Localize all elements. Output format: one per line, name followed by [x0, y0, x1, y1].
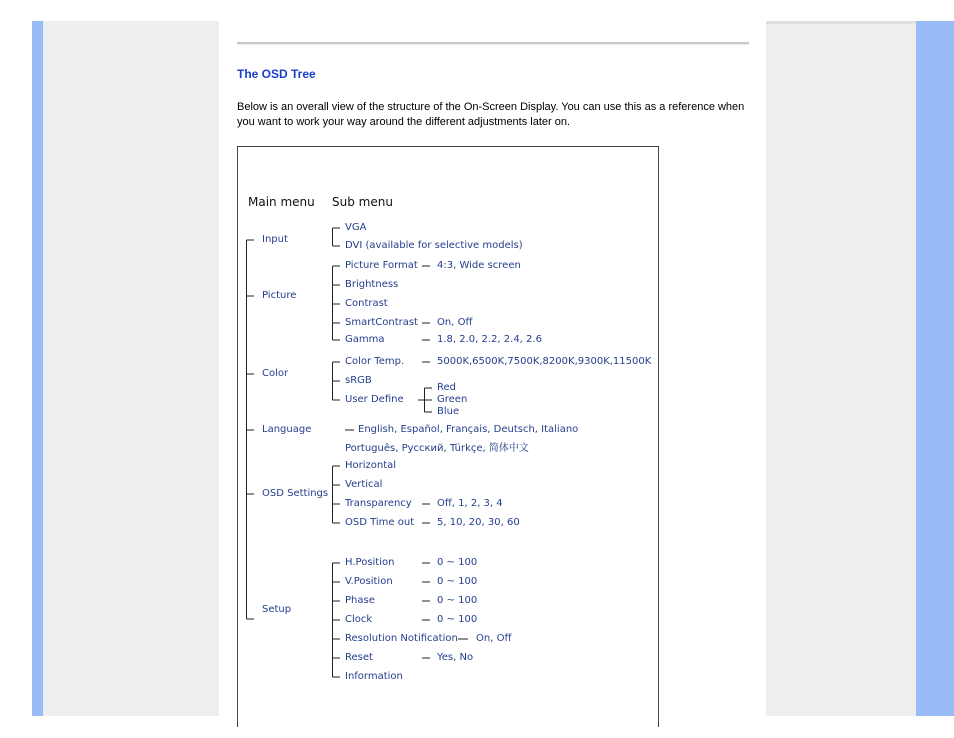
user-define-green: Green [437, 394, 468, 405]
menu-setup: Setup [262, 604, 292, 615]
left-accent-bar [32, 21, 43, 716]
h-position-range: 0 ~ 100 [437, 557, 478, 568]
smartcontrast-options: On, Off [437, 317, 473, 328]
submenu-horizontal: Horizontal [345, 460, 397, 471]
submenu-resolution-notification: Resolution Notification [345, 633, 458, 644]
user-define-blue: Blue [437, 406, 460, 417]
submenu-contrast: Contrast [345, 298, 388, 309]
menu-color: Color [262, 368, 289, 379]
left-margin [43, 21, 219, 716]
submenu-phase: Phase [345, 595, 375, 606]
submenu-vertical: Vertical [345, 479, 383, 490]
submenu-dvi: DVI (available for selective models) [345, 240, 523, 251]
user-define-red: Red [437, 382, 456, 393]
submenu-gamma: Gamma [345, 334, 385, 345]
submenu-vga: VGA [345, 222, 367, 233]
osd-time-out-options: 5, 10, 20, 30, 60 [437, 517, 520, 528]
main-menu-header: Main menu [248, 195, 315, 209]
submenu-h-position: H.Position [345, 557, 395, 568]
page-title: The OSD Tree [237, 67, 316, 81]
reset-options: Yes, No [437, 652, 474, 663]
menu-language: Language [262, 424, 312, 435]
right-margin [766, 21, 916, 716]
submenu-user-define: User Define [345, 394, 404, 405]
submenu-color-temp: Color Temp. [345, 356, 405, 367]
right-margin-top-edge [766, 21, 916, 24]
submenu-reset: Reset [345, 652, 373, 663]
menu-picture: Picture [262, 290, 297, 301]
submenu-v-position: V.Position [345, 576, 393, 587]
submenu-clock: Clock [345, 614, 373, 625]
submenu-brightness: Brightness [345, 279, 399, 290]
menu-osd-settings: OSD Settings [262, 488, 329, 499]
page-description: Below is an overall view of the structure of the On-Screen Display. You can use this as a reference when you want to work your way around the different adjustments later on. [237, 101, 745, 128]
submenu-transparency: Transparency [345, 498, 412, 509]
osd-tree-diagram [237, 146, 659, 727]
gamma-options: 1.8, 2.0, 2.2, 2.4, 2.6 [437, 334, 542, 345]
resolution-notification-options: On, Off [476, 633, 512, 644]
sub-menu-header: Sub menu [332, 195, 393, 209]
right-accent-bar [916, 21, 954, 716]
v-position-range: 0 ~ 100 [437, 576, 478, 587]
clock-range: 0 ~ 100 [437, 614, 478, 625]
submenu-picture-format: Picture Format [345, 260, 418, 271]
color-temp-options: 5000K,6500K,7500K,8200K,9300K,11500K [437, 356, 652, 367]
language-options-line1: English, Español, Français, Deutsch, Italiano [358, 424, 579, 435]
section-divider-shadow [237, 44, 749, 45]
submenu-information: Information [345, 671, 403, 682]
submenu-osd-time-out: OSD Time out [345, 517, 415, 528]
language-options-line2: Português, Русский, Türkçe, 简体中文 [345, 443, 529, 454]
submenu-smartcontrast: SmartContrast [345, 317, 418, 328]
transparency-options: Off, 1, 2, 3, 4 [437, 498, 503, 509]
menu-input: Input [262, 234, 288, 245]
picture-format-options: 4:3, Wide screen [437, 260, 521, 271]
submenu-srgb: sRGB [345, 375, 372, 386]
phase-range: 0 ~ 100 [437, 595, 478, 606]
